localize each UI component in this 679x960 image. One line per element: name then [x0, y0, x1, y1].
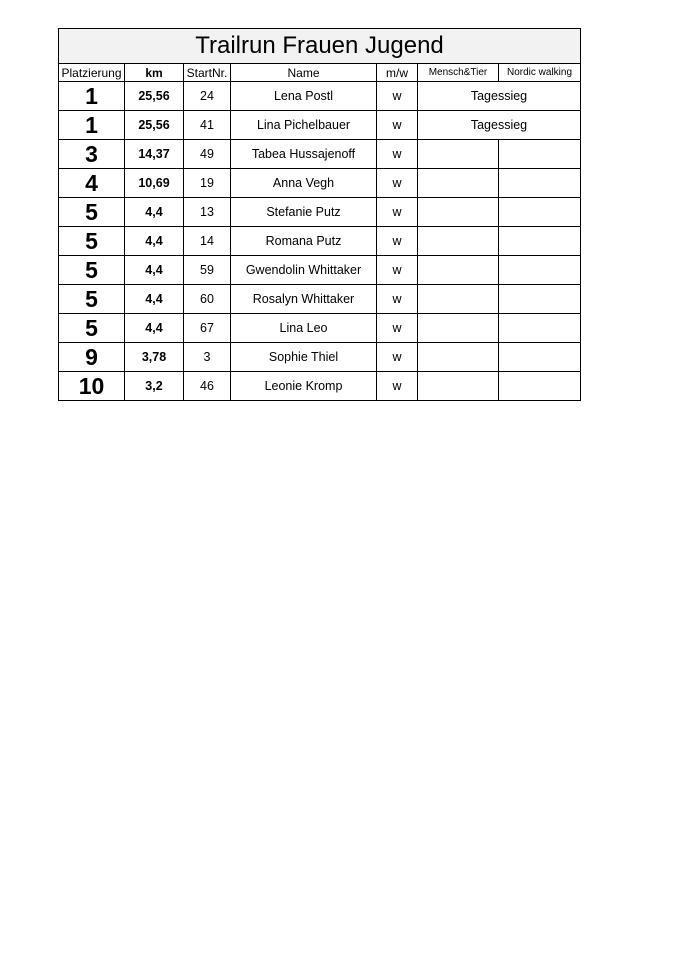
name-cell: Lena Postl — [231, 82, 377, 111]
header-place: Platzierung — [59, 64, 125, 82]
table-row — [59, 82, 581, 111]
place-cell: 4 — [59, 169, 125, 198]
start-number-cell: 49 — [184, 140, 231, 169]
place-cell: 5 — [59, 227, 125, 256]
name-cell: Lina Leo — [231, 314, 377, 343]
header-gender: m/w — [377, 64, 418, 82]
start-number-cell: 59 — [184, 256, 231, 285]
nordic-walking-cell — [499, 140, 581, 169]
mensch-tier-cell — [418, 169, 499, 198]
nordic-walking-cell — [499, 343, 581, 372]
place-cell: 1 — [59, 82, 125, 111]
results-sheet — [58, 28, 581, 401]
gender-cell: w — [377, 198, 418, 227]
table-row — [59, 314, 581, 343]
place-cell: 5 — [59, 314, 125, 343]
name-cell: Lina Pichelbauer — [231, 111, 377, 140]
mensch-tier-cell — [418, 227, 499, 256]
gender-cell: w — [377, 227, 418, 256]
title-row — [59, 29, 581, 64]
gender-cell: w — [377, 169, 418, 198]
table-title: Trailrun Frauen Jugend — [59, 29, 581, 64]
km-cell: 14,37 — [125, 140, 184, 169]
km-cell: 25,56 — [125, 82, 184, 111]
header-row — [59, 64, 581, 82]
place-cell: 5 — [59, 285, 125, 314]
start-number-cell: 60 — [184, 285, 231, 314]
km-cell: 3,78 — [125, 343, 184, 372]
km-cell: 25,56 — [125, 111, 184, 140]
name-cell: Gwendolin Whittaker — [231, 256, 377, 285]
header-km: km — [125, 64, 184, 82]
gender-cell: w — [377, 140, 418, 169]
name-cell: Sophie Thiel — [231, 343, 377, 372]
nordic-walking-cell — [499, 372, 581, 401]
table-row — [59, 372, 581, 401]
start-number-cell: 41 — [184, 111, 231, 140]
place-cell: 5 — [59, 256, 125, 285]
start-number-cell: 14 — [184, 227, 231, 256]
table-row — [59, 256, 581, 285]
place-cell: 9 — [59, 343, 125, 372]
table-row — [59, 198, 581, 227]
gender-cell: w — [377, 285, 418, 314]
table-row — [59, 169, 581, 198]
nordic-walking-cell — [499, 314, 581, 343]
nordic-walking-cell — [499, 285, 581, 314]
start-number-cell: 67 — [184, 314, 231, 343]
name-cell: Rosalyn Whittaker — [231, 285, 377, 314]
gender-cell: w — [377, 111, 418, 140]
name-cell: Anna Vegh — [231, 169, 377, 198]
header-name: Name — [231, 64, 377, 82]
km-cell: 10,69 — [125, 169, 184, 198]
start-number-cell: 24 — [184, 82, 231, 111]
gender-cell: w — [377, 314, 418, 343]
km-cell: 4,4 — [125, 285, 184, 314]
nordic-walking-cell — [499, 198, 581, 227]
mensch-tier-cell — [418, 343, 499, 372]
mensch-tier-cell — [418, 198, 499, 227]
start-number-cell: 19 — [184, 169, 231, 198]
nordic-walking-cell — [499, 256, 581, 285]
place-cell: 1 — [59, 111, 125, 140]
table-row — [59, 111, 581, 140]
name-cell: Tabea Hussajenoff — [231, 140, 377, 169]
header-nordic-walking: Nordic walking — [499, 64, 581, 82]
km-cell: 4,4 — [125, 227, 184, 256]
name-cell: Stefanie Putz — [231, 198, 377, 227]
gender-cell: w — [377, 256, 418, 285]
km-cell: 4,4 — [125, 314, 184, 343]
table-row — [59, 343, 581, 372]
nordic-walking-cell — [499, 169, 581, 198]
place-cell: 10 — [59, 372, 125, 401]
start-number-cell: 46 — [184, 372, 231, 401]
mensch-tier-cell — [418, 372, 499, 401]
table-row — [59, 285, 581, 314]
mensch-tier-cell — [418, 285, 499, 314]
results-table — [58, 28, 581, 401]
gender-cell: w — [377, 343, 418, 372]
mensch-tier-cell — [418, 314, 499, 343]
header-mensch-tier: Mensch&Tier — [418, 64, 499, 82]
nordic-walking-cell — [499, 227, 581, 256]
award-cell: Tagessieg — [418, 82, 581, 111]
table-row — [59, 227, 581, 256]
header-start-number: StartNr. — [184, 64, 231, 82]
mensch-tier-cell — [418, 140, 499, 169]
mensch-tier-cell — [418, 256, 499, 285]
name-cell: Leonie Kromp — [231, 372, 377, 401]
km-cell: 4,4 — [125, 256, 184, 285]
award-cell: Tagessieg — [418, 111, 581, 140]
place-cell: 5 — [59, 198, 125, 227]
km-cell: 4,4 — [125, 198, 184, 227]
table-row — [59, 140, 581, 169]
start-number-cell: 13 — [184, 198, 231, 227]
start-number-cell: 3 — [184, 343, 231, 372]
gender-cell: w — [377, 82, 418, 111]
km-cell: 3,2 — [125, 372, 184, 401]
gender-cell: w — [377, 372, 418, 401]
name-cell: Romana Putz — [231, 227, 377, 256]
place-cell: 3 — [59, 140, 125, 169]
